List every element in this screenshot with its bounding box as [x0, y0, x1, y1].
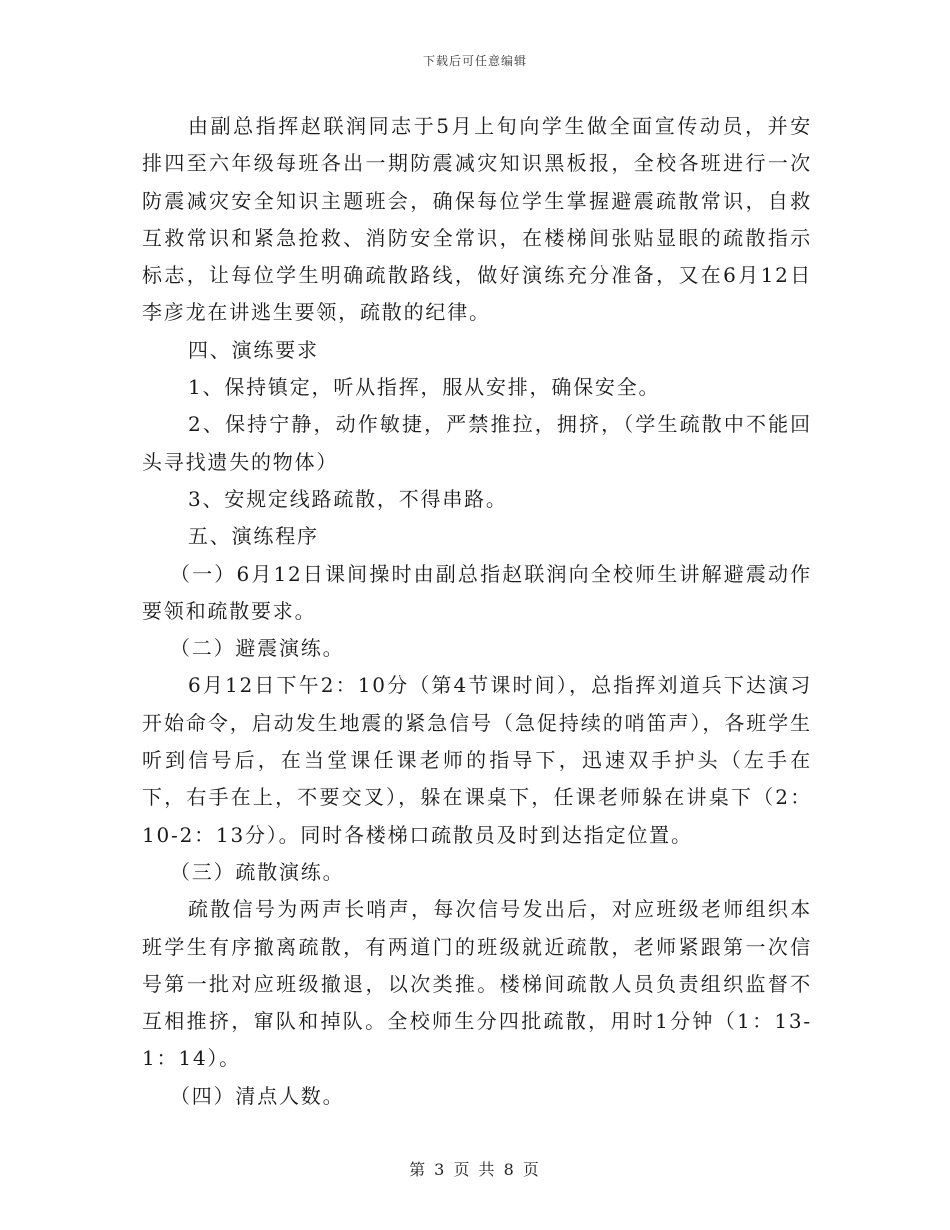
procedure-heading-evacuation-drill: （三）疏散演练。 — [170, 859, 345, 884]
requirement-item-3: 3、安规定线路疏散，不得串路。 — [188, 486, 508, 511]
section-heading-drill-requirements: 四、演练要求 — [188, 337, 319, 362]
procedure-step-1: （一）6月12日课间操时由副总指赵联润向全校师生讲解避震动作要领和疏散要求。 — [142, 561, 812, 623]
paragraph-evacuation-drill: 疏散信号为两声长哨声，每次信号发出后，对应班级老师组织本班学生有序撤离疏散，有两道门的班级就近疏散，老师紧跟第一次信号第一批对应班级撤退，以次类推。楼梯间疏散人员负责组织监督不互相推挤，窜队和掉队。全校师生分四批疏散，用时1分钟（1：13-1：14）。 — [142, 897, 812, 1071]
paragraph-shelter-drill: 6月12日下午2：10分（第4节课时间），总指挥刘道兵下达演习开始命令，启动发生地震的紧急信号（急促持续的哨笛声），各班学生听到信号后，在当堂课任课老师的指导下，迅速双手护头（左手在下，右手在上，不要交叉），躲在课桌下，任课老师躲在讲桌下（2：10-2：13分）。同时各楼梯口疏散员及时到达指定位置。 — [142, 673, 812, 847]
requirement-item-1: 1、保持镇定，听从指挥，服从安排，确保安全。 — [188, 375, 661, 400]
paragraph-mobilization: 由副总指挥赵联润同志于5月上旬向学生做全面宣传动员，并安排四至六年级每班各出一期防震减灾知识黑板报，全校各班进行一次防震减灾安全知识主题班会，确保每位学生掌握避震疏散常识，自救互救常识和紧急抢救、消防安全常识，在楼梯间张贴显眼的疏散指示标志，让每位学生明确疏散路线，做好演练充分准备，又在6月12日李彦龙在讲逃生要领，疏散的纪律。 — [142, 114, 812, 325]
section-heading-drill-procedure: 五、演练程序 — [188, 524, 319, 549]
document-body — [142, 108, 812, 1115]
procedure-heading-shelter-drill: （二）避震演练。 — [170, 636, 345, 661]
page-footer: 第 3 页 共 8 页 — [409, 1160, 541, 1179]
page-header: 下载后可任意编辑 — [422, 54, 527, 68]
requirement-item-2: 2、保持宁静，动作敏捷，严禁推拉，拥挤，（学生疏散中不能回头寻找遗失的物体） — [142, 412, 812, 474]
procedure-heading-headcount: （四）清点人数。 — [170, 1083, 345, 1108]
